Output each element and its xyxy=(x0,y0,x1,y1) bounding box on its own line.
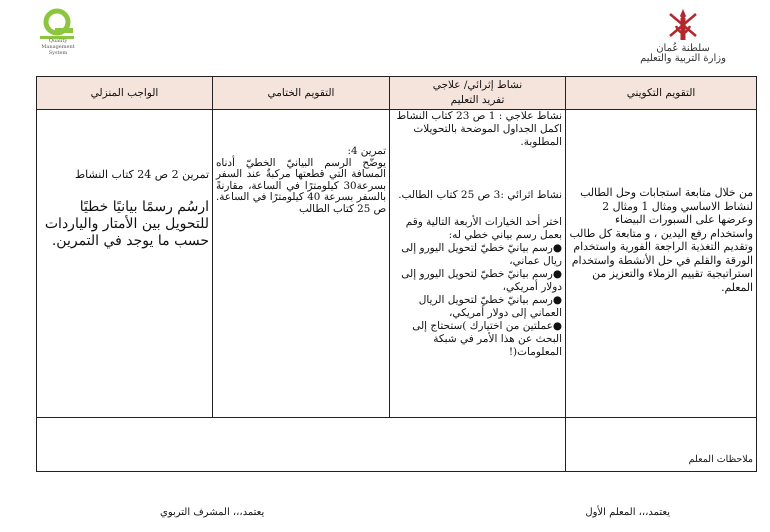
quality-logo-text: Quality Management System xyxy=(41,38,75,56)
header-enrichment xyxy=(390,77,566,110)
supervisor-approval: يعتمد،،، المشرف التربوي xyxy=(160,507,265,518)
formative-cell: من خلال متابعة استجابات وحل الطالب لنشاط الاساسي ومثال 1 ومثال 2 وعرضها على السبورات البيضاء واستخدام رفع اليدين ، و متابعة كل طالب وتقديم التغذية الراجعة الفورية واستخدام الورقة والقلم في حل الأنشطة واستخدام استراتيجية تقييم الزملاء والتعزيز من المعلم. xyxy=(566,110,757,418)
table-content-row xyxy=(37,110,757,418)
choice-item: ●رسم بيانيّ خطيّ لتحويل اليورو إلى ريال عماني، xyxy=(401,242,562,267)
quality-logo xyxy=(22,8,92,54)
ministry-logo xyxy=(628,6,738,62)
header-final: التقويم الختامي xyxy=(213,77,390,110)
ministry-name: سلطنة عُمان وزارة التربية والتعليم xyxy=(640,43,726,64)
choice-item: ●رسم بيانيّ خطيّ لتحويل اليورو إلى دولار أمريكي، xyxy=(401,268,562,293)
enrichment-cell xyxy=(390,110,566,418)
header-homework: الواجب المنزلي xyxy=(37,77,213,110)
oman-emblem-icon xyxy=(628,6,738,44)
header-enrichment-line1: نشاط إثرائي/ علاجي xyxy=(432,79,523,91)
notes-row xyxy=(37,418,757,472)
lesson-plan-table xyxy=(36,76,757,472)
choices-intro: اختر أحد الخيارات الأربعة التالية وقم بعمل رسم بياني خطي له: xyxy=(405,216,562,241)
choice-item: ●رسم بيانيّ خطيّ لتحويل الريال العماني إلى دولار أمريكي، xyxy=(418,294,562,319)
teacher-notes-area xyxy=(37,418,566,472)
quality-logo-icon xyxy=(22,8,92,42)
header-enrichment-line2: تفريد التعليم xyxy=(450,94,505,106)
final-assessment-cell xyxy=(213,110,390,418)
homework-text: ارسُم رسمًا بيانيًا خطيًا للتحويل بين الأمتار والياردات حسب ما يوجد في التمرين. xyxy=(44,199,209,249)
enrichment-activity: نشاط اثرائي :3 ص 25 كتاب الطالب. xyxy=(398,189,562,201)
homework-reference: تمرين 2 ص 24 كتاب النشاط xyxy=(74,168,209,181)
first-teacher-approval: يعتمد،،، المعلم الأول xyxy=(585,507,670,518)
header-formative: التقويم التكويني xyxy=(566,77,757,110)
final-text: يوضّح الرسم البيانيّ الخطيّ أدناه المسافة التي قطعتها مركبةٌ عند السفر بسرعة30 كيلومترًا في الساعة، مقارنةً بالسفر بسرعة 40 كيلومترًا في الساعة. ص 25 كتاب الطالب xyxy=(216,156,386,215)
teacher-notes-label: ملاحظات المعلم xyxy=(566,418,757,472)
homework-cell xyxy=(37,110,213,418)
remedial-activity: نشاط علاجي : 1 ص 23 كتاب النشاط اكمل الجداول الموضحة بالتحويلات المطلوبة. xyxy=(396,110,562,148)
table-header-row xyxy=(37,77,757,110)
choice-item: ●عملتين من اختيارك )ستحتاج إلى البحث عن هذا الأمر في شبكة المعلومات(! xyxy=(412,320,562,358)
final-title: تمرين 4: xyxy=(347,145,386,157)
